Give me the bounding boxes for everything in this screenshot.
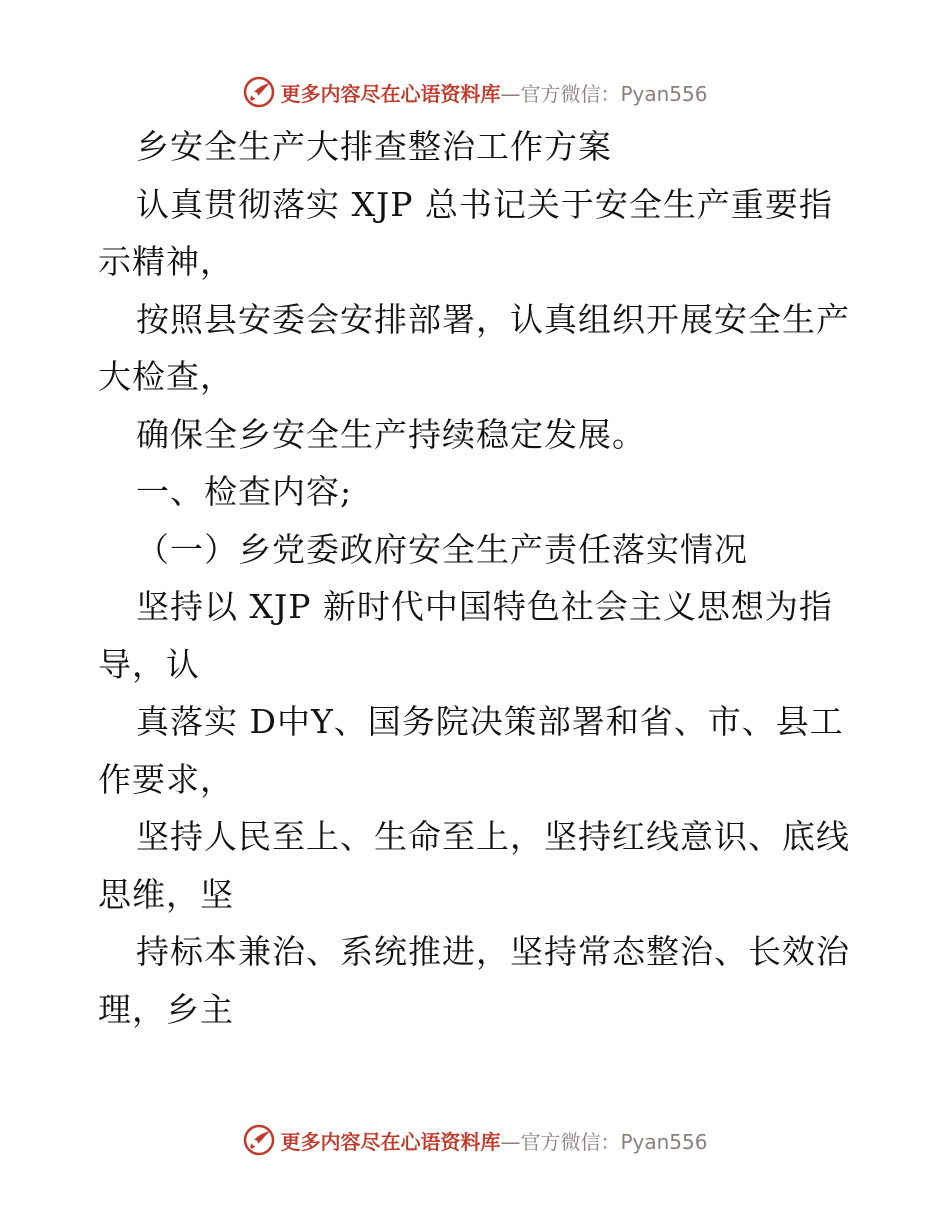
brand-logo-icon (242, 75, 276, 109)
paragraph-line: 作要求， (98, 759, 234, 799)
footer-watermark-main: 更多内容尽在心语资料库 (280, 1129, 501, 1154)
footer-watermark-banner (0, 1120, 950, 1160)
paragraph-line: 按照县安委会安排部署，认真组织开展安全生产 (136, 299, 850, 339)
header-watermark-text (280, 78, 707, 107)
paragraph-line: 导，认 (98, 644, 200, 684)
section-heading: 一、检查内容; (136, 472, 353, 511)
paragraph-line: 持标本兼治、系统推进，坚持常态整治、长效治 (136, 932, 850, 971)
paragraph-line: 示精神， (98, 242, 234, 281)
document-body (98, 118, 858, 1038)
paragraph-line: 坚持人民至上、生命至上，坚持红线意识、底线 (136, 817, 850, 856)
paragraph-line: 坚持以 XJP 新时代中国特色社会主义思想为指 (136, 587, 833, 626)
document-title: 乡安全生产大排查整治工作方案 (136, 127, 612, 166)
footer-watermark-sub: —官方微信：Pyan556 (500, 1129, 708, 1154)
header-watermark-banner (0, 72, 950, 112)
footer-watermark-text (280, 1126, 707, 1155)
paragraph-line: 认真贯彻落实 XJP 总书记关于安全生产重要指 (136, 184, 833, 224)
paragraph-line: 大检查， (98, 357, 234, 396)
paragraph-line: 理，乡主 (98, 989, 234, 1029)
paragraph-line: 真落实 D中Y、国务院决策部署和省、市、县工 (136, 702, 844, 741)
header-watermark-main: 更多内容尽在心语资料库 (280, 81, 501, 106)
paragraph-line: 确保全乡安全生产持续稳定发展。 (136, 414, 646, 454)
subsection-heading: （一）乡党委政府安全生产责任落实情况 (136, 529, 748, 569)
paragraph-line: 思维，坚 (98, 874, 234, 914)
brand-logo-icon (242, 1123, 276, 1157)
header-watermark-sub: —官方微信：Pyan556 (500, 81, 708, 106)
